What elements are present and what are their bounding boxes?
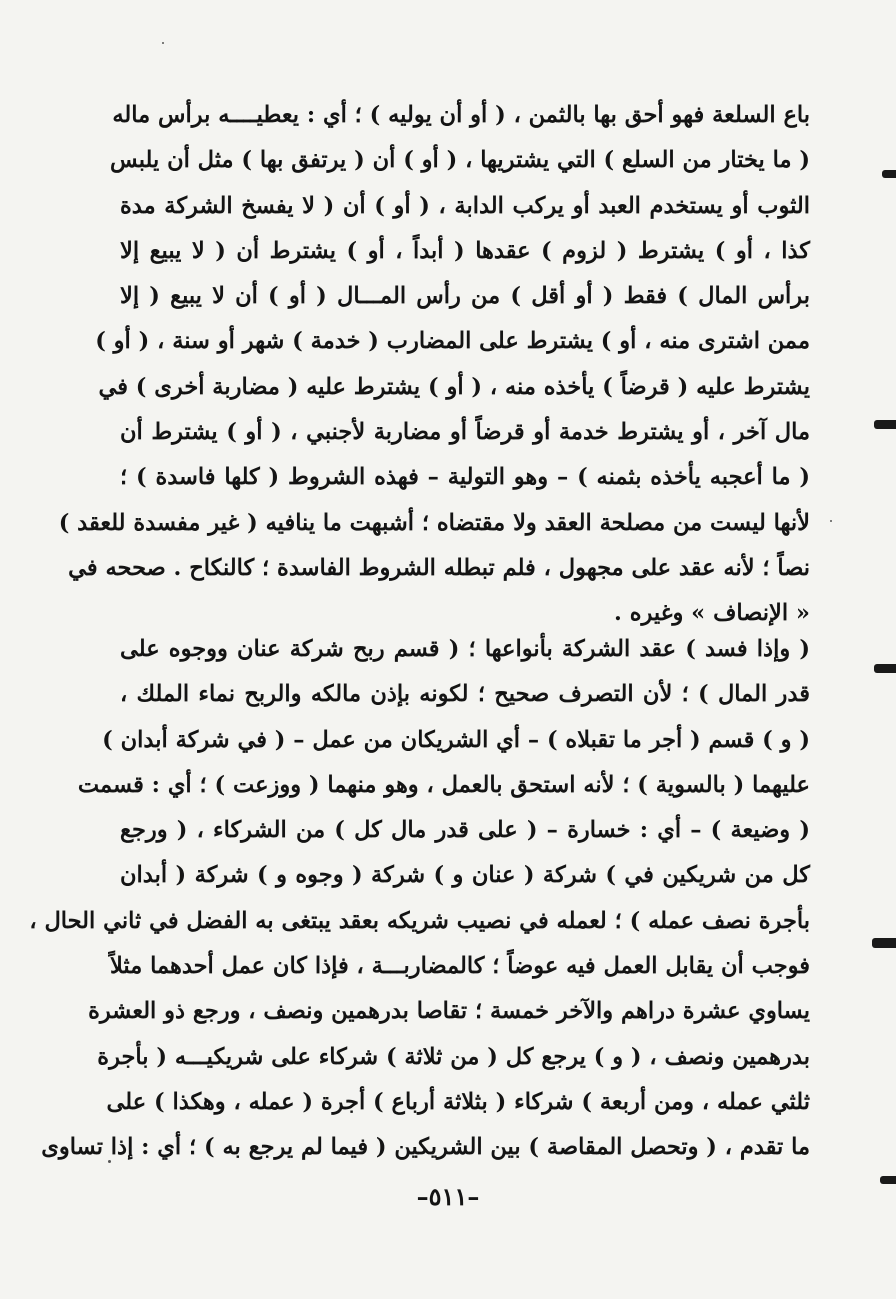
text-line: مال آخر ، أو يشترط خدمة أو قرضاً أو مضاربة لأجنبي ، ( أو ) يشترط أن [120,419,810,446]
text-line: ( و ) قسم ( أجر ما تقبلاه ) – أي الشريكان من عمل – ( في شركة أبدان ) [102,726,810,753]
text-line: ثلثي عمله ، ومن أربعة ) شركاء ( بثلاثة أرباع ) أجرة ( عمله ، وهكذا ) على [106,1088,810,1115]
text-line: ( ما يختار من السلع ) التي يشتريها ، ( أو ) أن ( يرتفق بها ) مثل أن يلبس [110,147,810,174]
text-line: الثوب أو يستخدم العبد أو يركب الدابة ، ( أو ) أن ( لا يفسخ الشركة مدة [120,192,810,219]
scan-speck [830,520,832,522]
text-line: قدر المال ) ؛ لأن التصرف صحيح ؛ لكونه بإذن مالكه والربح نماء الملك ، [120,681,810,708]
text-line: ما تقدم ، ( وتحصل المقاصة ) بين الشريكين ( فيما لم يرجع به ) ؛ أي : إذا تساوى [41,1134,810,1161]
page-number: –٥١١– [416,1182,480,1211]
text-line: بأجرة نصف عمله ) ؛ لعمله في نصيب شريكه بعقد يبتغى به الفضل في ثاني الحال ، [29,907,810,934]
text-line: ( ما أعجبه يأخذه بثمنه ) – وهو التولية – فهذه الشروط ( كلها فاسدة ) ؛ [120,464,810,491]
text-line: يشترط عليه ( قرضاً ) يأخذه منه ، ( أو ) يشترط عليه ( مضاربة أخرى ) في [98,373,810,400]
text-line: باع السلعة فهو أحق بها بالثمن ، ( أو أن يوليه ) ؛ أي : يعطيــــه برأس ماله [112,102,810,128]
scan-edge-mark [880,1176,896,1184]
text-line: عليهما ( بالسوية ) ؛ لأنه استحق بالعمل ، وهو منهما ( ووزعت ) ؛ أي : قسمت [77,771,810,798]
text-line: لأنها ليست من مصلحة العقد ولا مقتضاه ؛ أشبهت ما ينافيه ( غير مفسدة للعقد ) [58,509,810,536]
text-line: ( وضيعة ) – أي : خسارة – ( على قدر مال كل ) من الشركاء ، ( ورجع [120,817,810,844]
text-line: كل من شريكين في ) شركة ( عنان و ) شركة ( وجوه و ) شركة ( أبدان [120,862,810,889]
scan-speck [108,1160,111,1163]
text-line: ( وإذا فسد ) عقد الشركة بأنواعها ؛ ( قسم ربح شركة عنان ووجوه على [120,636,810,662]
text-line: فوجب أن يقابل العمل فيه عوضاً ؛ كالمضاربـــة ، فإذا كان عمل أحدهما مثلاً [109,953,810,980]
scan-edge-mark [874,420,896,429]
text-line: برأس المال ) فقط ( أو أقل ) من رأس المـــال ( أو ) أن لا يبيع ( إلا [120,283,810,310]
scan-edge-mark [874,664,896,673]
text-line: يساوي عشرة دراهم والآخر خمسة ؛ تقاصا بدرهمين ونصف ، ورجع ذو العشرة [88,998,810,1025]
text-line: بدرهمين ونصف ، ( و ) يرجع كل ( من ثلاثة ) شركاء على شريكيـــه ( بأجرة [97,1043,810,1070]
scan-edge-mark [872,938,896,948]
scan-speck [162,42,164,44]
paragraph-2 [29,627,810,1171]
text-line: « الإنصاف » وغيره . [614,600,810,627]
text-line: ممن اشترى منه ، أو ) يشترط على المضارب ( خدمة ) شهر أو سنة ، ( أو ) [95,328,810,355]
text-line: نصاً ؛ لأنه عقد على مجهول ، فلم تبطله الشروط الفاسدة ؛ كالنكاح . صححه في [68,554,810,581]
paragraph-1 [58,93,810,637]
text-line: كذا ، أو ) يشترط ( لزوم ) عقدها ( أبداً ، أو ) يشترط أن ( لا يبيع إلا [120,237,810,264]
scan-edge-mark [882,170,896,178]
